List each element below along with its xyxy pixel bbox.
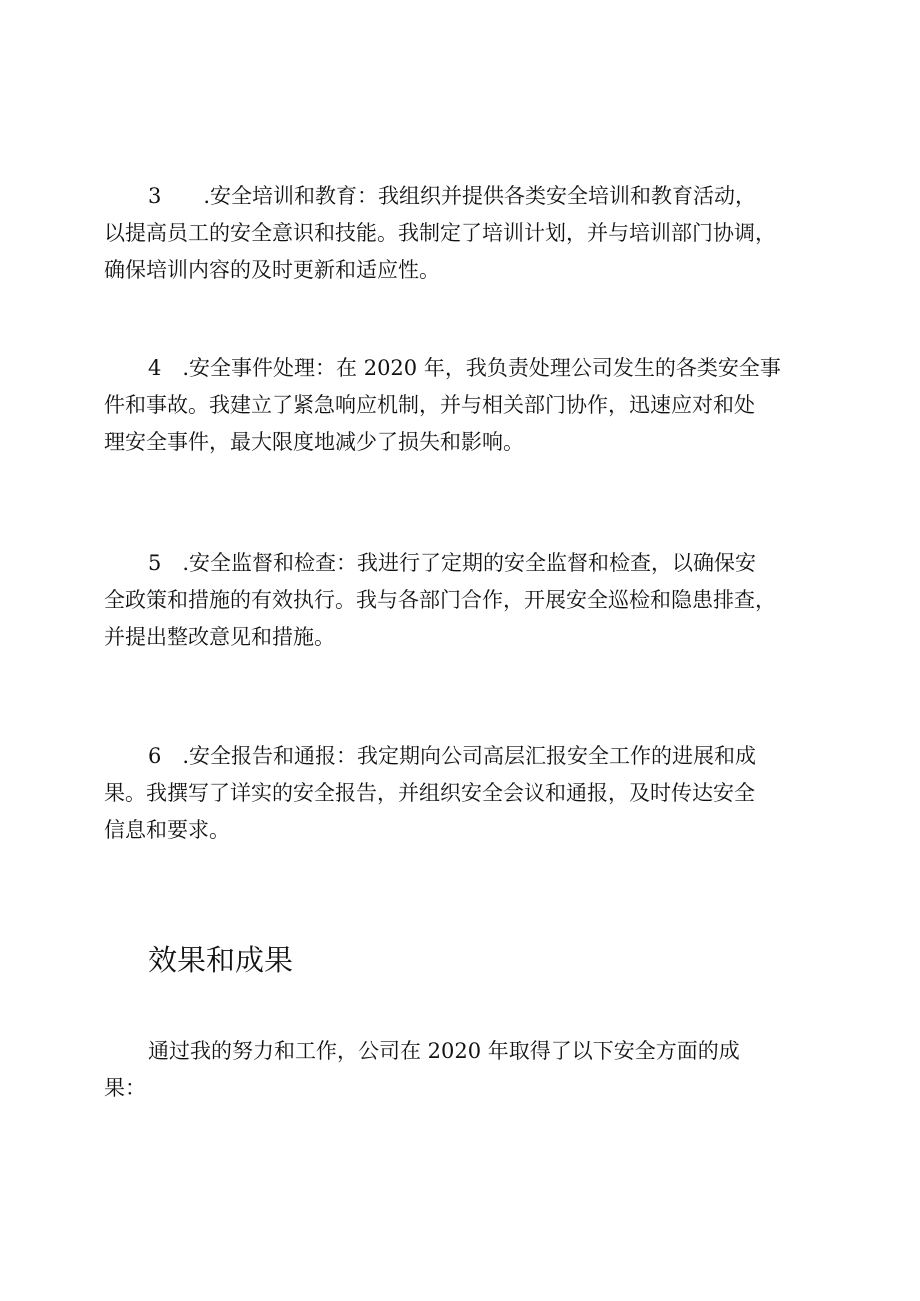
paragraph-results-intro xyxy=(104,1033,824,1107)
paragraph-line: 信息和要求。 xyxy=(104,818,230,842)
paragraph-line: 6 .安全报告和通报：我定期向公司高层汇报安全工作的进展和成 xyxy=(148,744,757,768)
section-heading: 效果和成果 xyxy=(148,943,294,977)
paragraph-line: 3 .安全培训和教育：我组织并提供各类安全培训和教育活动， xyxy=(148,184,757,208)
paragraph-line: 5 .安全监督和检查：我进行了定期的安全监督和检查，以确保安 xyxy=(148,551,757,575)
paragraph-line: 件和事故。我建立了紧急响应机制，并与相关部门协作，迅速应对和处 xyxy=(104,393,755,417)
paragraph-line: 并提出整改意见和措施。 xyxy=(104,625,335,649)
paragraph-line: 确保培训内容的及时更新和适应性。 xyxy=(104,258,440,282)
paragraph-line: 果。我撰写了详实的安全报告，并组织安全会议和通报，及时传达安全 xyxy=(104,781,755,805)
paragraph-line: 果： xyxy=(104,1076,146,1100)
paragraph-line: 4 .安全事件处理：在 2020 年，我负责处理公司发生的各类安全事 xyxy=(148,356,781,380)
paragraph-line: 理安全事件，最大限度地减少了损失和影响。 xyxy=(104,430,524,454)
paragraph-line: 通过我的努力和工作，公司在 2020 年取得了以下安全方面的成 xyxy=(148,1039,740,1063)
paragraph-reporting xyxy=(104,738,824,849)
paragraph-incident-handling xyxy=(104,350,824,461)
paragraph-line: 以提高员工的安全意识和技能。我制定了培训计划，并与培训部门协调， xyxy=(104,221,776,245)
paragraph-line: 全政策和措施的有效执行。我与各部门合作，开展安全巡检和隐患排查， xyxy=(104,588,776,612)
paragraph-safety-training xyxy=(104,178,824,289)
paragraph-supervision-inspection xyxy=(104,545,824,656)
